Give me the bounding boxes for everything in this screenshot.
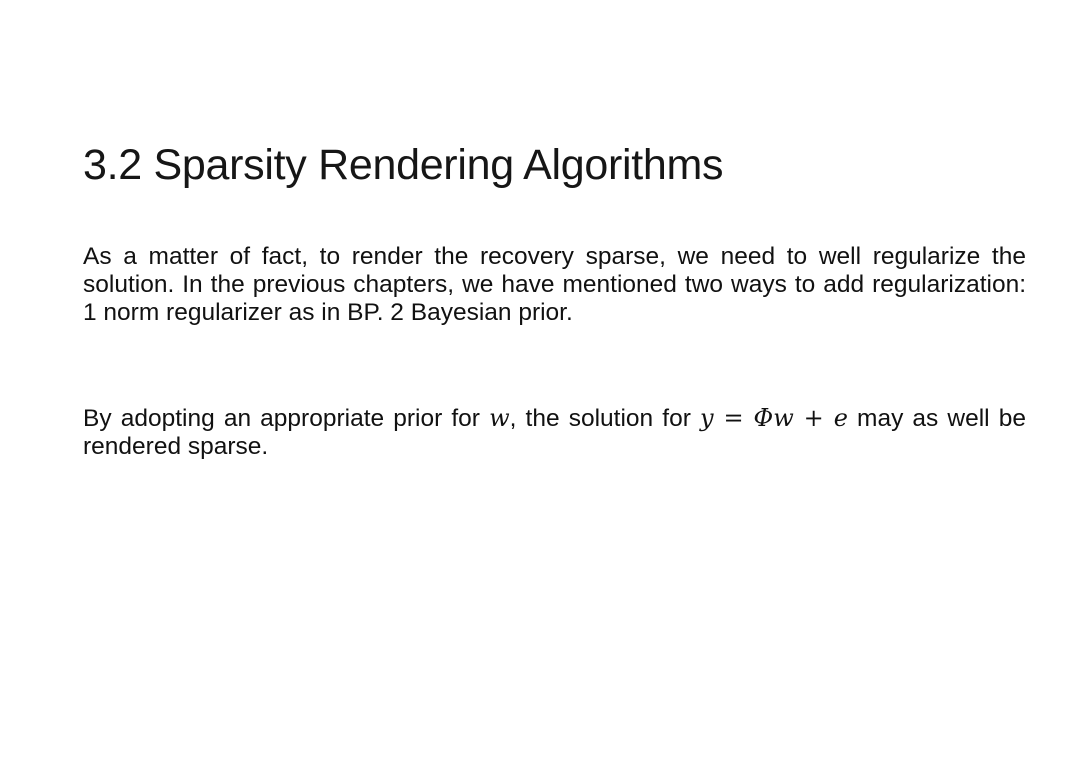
paragraph-regularization: As a matter of fact, to render the recovery sparse, we need to well regularize the solution. In the previous chapters, we have mentioned two ways to add regularization: 1 norm regularizer as in BP. 2 Bayesian prior.	[83, 243, 1026, 326]
paragraph-prior-text-1: By adopting an appropriate prior for	[83, 405, 490, 432]
paragraph-prior-text-3: may as well be rendered sparse.	[83, 405, 1026, 460]
math-equation: y = Φw + e	[699, 404, 848, 432]
paragraph-prior-text-2: , the solution for	[509, 405, 700, 432]
paragraph-prior	[83, 404, 1026, 461]
slide-title: 3.2 Sparsity Rendering Algorithms	[83, 141, 724, 189]
math-variable-w: w	[489, 404, 510, 432]
